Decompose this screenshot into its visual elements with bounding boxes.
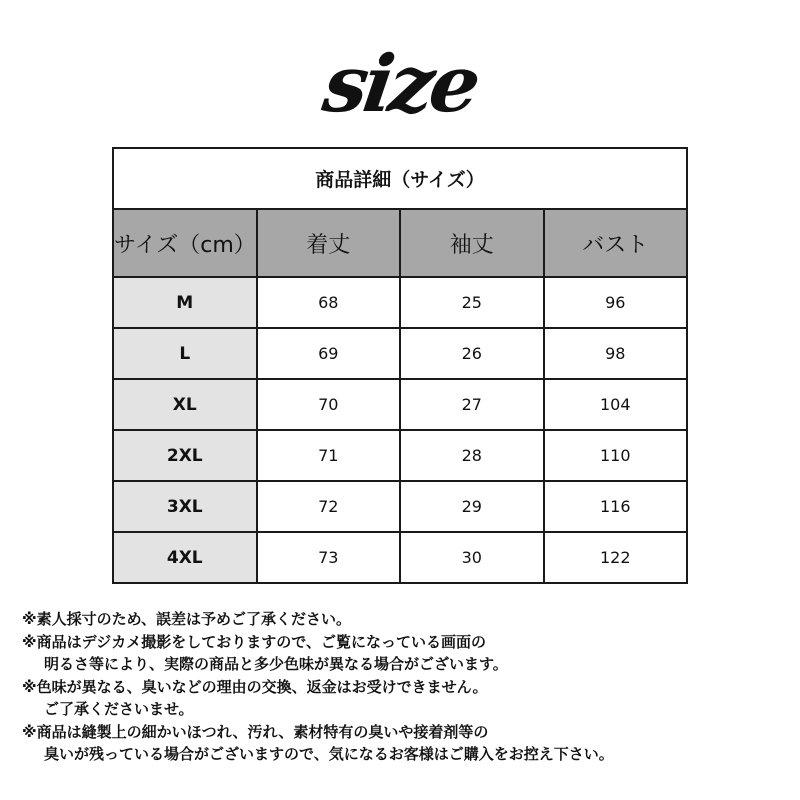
size-label: XL [113, 379, 257, 430]
note-line: ※商品はデジカメ撮影をしておりますので、ご覧になっている画面の [22, 632, 486, 651]
size-label: 2XL [113, 430, 257, 481]
bust-value: 116 [544, 481, 688, 532]
bust-value: 110 [544, 430, 688, 481]
size-label: L [113, 328, 257, 379]
header-size: サイズ（cm） [113, 209, 257, 277]
bust-value: 104 [544, 379, 688, 430]
table-header-row [113, 209, 687, 277]
size-label: 3XL [113, 481, 257, 532]
size-table [112, 147, 688, 584]
bust-value: 122 [544, 532, 688, 583]
note-line: 明るさ等により、実際の商品と多少色味が異なる場合がございます。 [44, 655, 508, 673]
note-line: ※素人採寸のため、誤差は予めご了承ください。 [22, 610, 351, 628]
length-value: 68 [257, 277, 401, 328]
note-line: ご了承くださいませ。 [44, 700, 194, 718]
table-row [113, 328, 687, 379]
sleeve-value: 30 [400, 532, 544, 583]
header-sleeve: 袖丈 [400, 209, 544, 277]
notes [22, 608, 792, 766]
sleeve-value: 25 [400, 277, 544, 328]
size-logo: size [317, 39, 483, 130]
table-row [113, 481, 687, 532]
length-value: 69 [257, 328, 401, 379]
note-line: ※色味が異なる、臭いなどの理由の交換、返金はお受けできません。 [22, 677, 488, 696]
sleeve-value: 27 [400, 379, 544, 430]
table-row [113, 430, 687, 481]
bust-value: 98 [544, 328, 688, 379]
header-length: 着丈 [257, 209, 401, 277]
length-value: 71 [257, 430, 401, 481]
size-label: 4XL [113, 532, 257, 583]
header-bust: バスト [544, 209, 688, 277]
sleeve-value: 29 [400, 481, 544, 532]
note-line: ※商品は縫製上の細かいほつれ、汚れ、素材特有の臭いや接着剤等の [22, 722, 489, 741]
bust-value: 96 [544, 277, 688, 328]
table-title: 商品詳細（サイズ） [113, 148, 687, 209]
sleeve-value: 28 [400, 430, 544, 481]
sleeve-value: 26 [400, 328, 544, 379]
table-row [113, 277, 687, 328]
length-value: 70 [257, 379, 401, 430]
note-line: 臭いが残っている場合がございますので、気になるお客様はご購入をお控え下さい。 [44, 745, 614, 763]
table-row [113, 379, 687, 430]
length-value: 73 [257, 532, 401, 583]
table-row [113, 532, 687, 583]
size-label: M [113, 277, 257, 328]
length-value: 72 [257, 481, 401, 532]
